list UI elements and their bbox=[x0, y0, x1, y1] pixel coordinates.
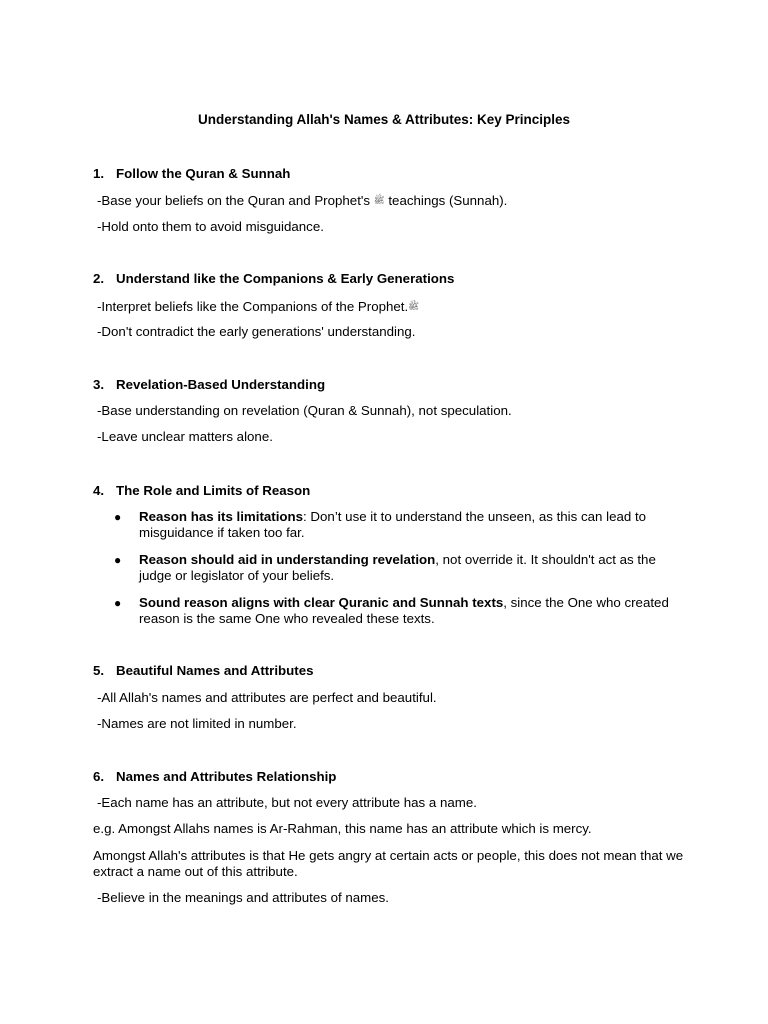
bullet-3-rest: , since the One who created reason is the same One who revealed these texts. bbox=[139, 595, 669, 626]
bullet-2-text bbox=[139, 552, 674, 584]
bullet-3-text bbox=[139, 595, 674, 627]
bullet-1-bold: Reason has its limitations bbox=[139, 509, 304, 524]
section-3-title: Revelation-Based Understanding bbox=[116, 377, 326, 392]
section-1-title: Follow the Quran & Sunnah bbox=[116, 166, 291, 181]
section-1-line-1 bbox=[97, 192, 507, 209]
section-2-line-1 bbox=[97, 298, 419, 315]
section-4-number: 4. bbox=[93, 483, 105, 498]
section-2-title: Understand like the Companions & Early Generations bbox=[116, 271, 455, 286]
document-title: Understanding Allah's Names & Attributes: Key Principles bbox=[197, 112, 571, 127]
section-6-title: Names and Attributes Relationship bbox=[116, 769, 337, 784]
section-2-number: 2. bbox=[93, 271, 105, 286]
bullet-1-text bbox=[139, 509, 674, 541]
section-5-line-1: -All Allah's names and attributes are perfect and beautiful. bbox=[97, 690, 437, 705]
section-6-number: 6. bbox=[93, 769, 105, 784]
section-6-line-4: -Believe in the meanings and attributes of names. bbox=[97, 890, 389, 905]
bullet-2-bold: Reason should aid in understanding revelation bbox=[139, 552, 436, 567]
section-5-number: 5. bbox=[93, 663, 105, 678]
section-1-line-1-text-b: teachings (Sunnah). bbox=[384, 193, 508, 208]
bullet-3-bold: Sound reason aligns with clear Quranic and Sunnah texts bbox=[139, 595, 504, 610]
section-1-number: 1. bbox=[93, 166, 105, 181]
section-6-line-2: e.g. Amongst Allahs names is Ar-Rahman, this name has an attribute which is mercy. bbox=[93, 821, 592, 836]
section-6-paragraph: Amongst Allah's attributes is that He gets angry at certain acts or people, this does not mean that we extract a name out of this attribute. bbox=[93, 848, 684, 879]
section-6-line-1: -Each name has an attribute, but not every attribute has a name. bbox=[97, 795, 477, 810]
section-5-heading bbox=[93, 663, 314, 679]
section-2-heading bbox=[93, 271, 454, 287]
section-3-number: 3. bbox=[93, 377, 105, 392]
honorific-symbol: ﷺ bbox=[408, 301, 420, 311]
section-3-heading bbox=[93, 377, 325, 393]
section-1-heading bbox=[93, 166, 290, 182]
section-2-line-2: -Don't contradict the early generations' understanding. bbox=[97, 324, 416, 339]
section-3-line-1: -Base understanding on revelation (Quran & Sunnah), not speculation. bbox=[97, 403, 512, 418]
bullet-1-rest: : Don’t use it to understand the unseen, as this can lead to misguidance if taken too far. bbox=[139, 509, 647, 540]
honorific-symbol: ﷺ bbox=[373, 195, 385, 205]
bullet-dot-icon: ● bbox=[114, 510, 122, 524]
bullet-dot-icon: ● bbox=[114, 553, 122, 567]
section-5-line-2: -Names are not limited in number. bbox=[97, 716, 297, 731]
section-5-title: Beautiful Names and Attributes bbox=[116, 663, 314, 678]
section-4-heading bbox=[93, 483, 310, 499]
section-6-heading bbox=[93, 769, 336, 785]
bullet-2-rest: , not override it. It shouldn't act as the judge or legislator of your beliefs. bbox=[139, 552, 656, 583]
section-3-line-2: -Leave unclear matters alone. bbox=[97, 429, 273, 444]
section-2-line-1-text: -Interpret beliefs like the Companions of the Prophet. bbox=[97, 299, 409, 314]
section-4-title: The Role and Limits of Reason bbox=[116, 483, 311, 498]
section-1-line-1-text-a: -Base your beliefs on the Quran and Prophet's bbox=[97, 193, 374, 208]
section-1-line-2: -Hold onto them to avoid misguidance. bbox=[97, 219, 324, 234]
bullet-dot-icon: ● bbox=[114, 596, 122, 610]
